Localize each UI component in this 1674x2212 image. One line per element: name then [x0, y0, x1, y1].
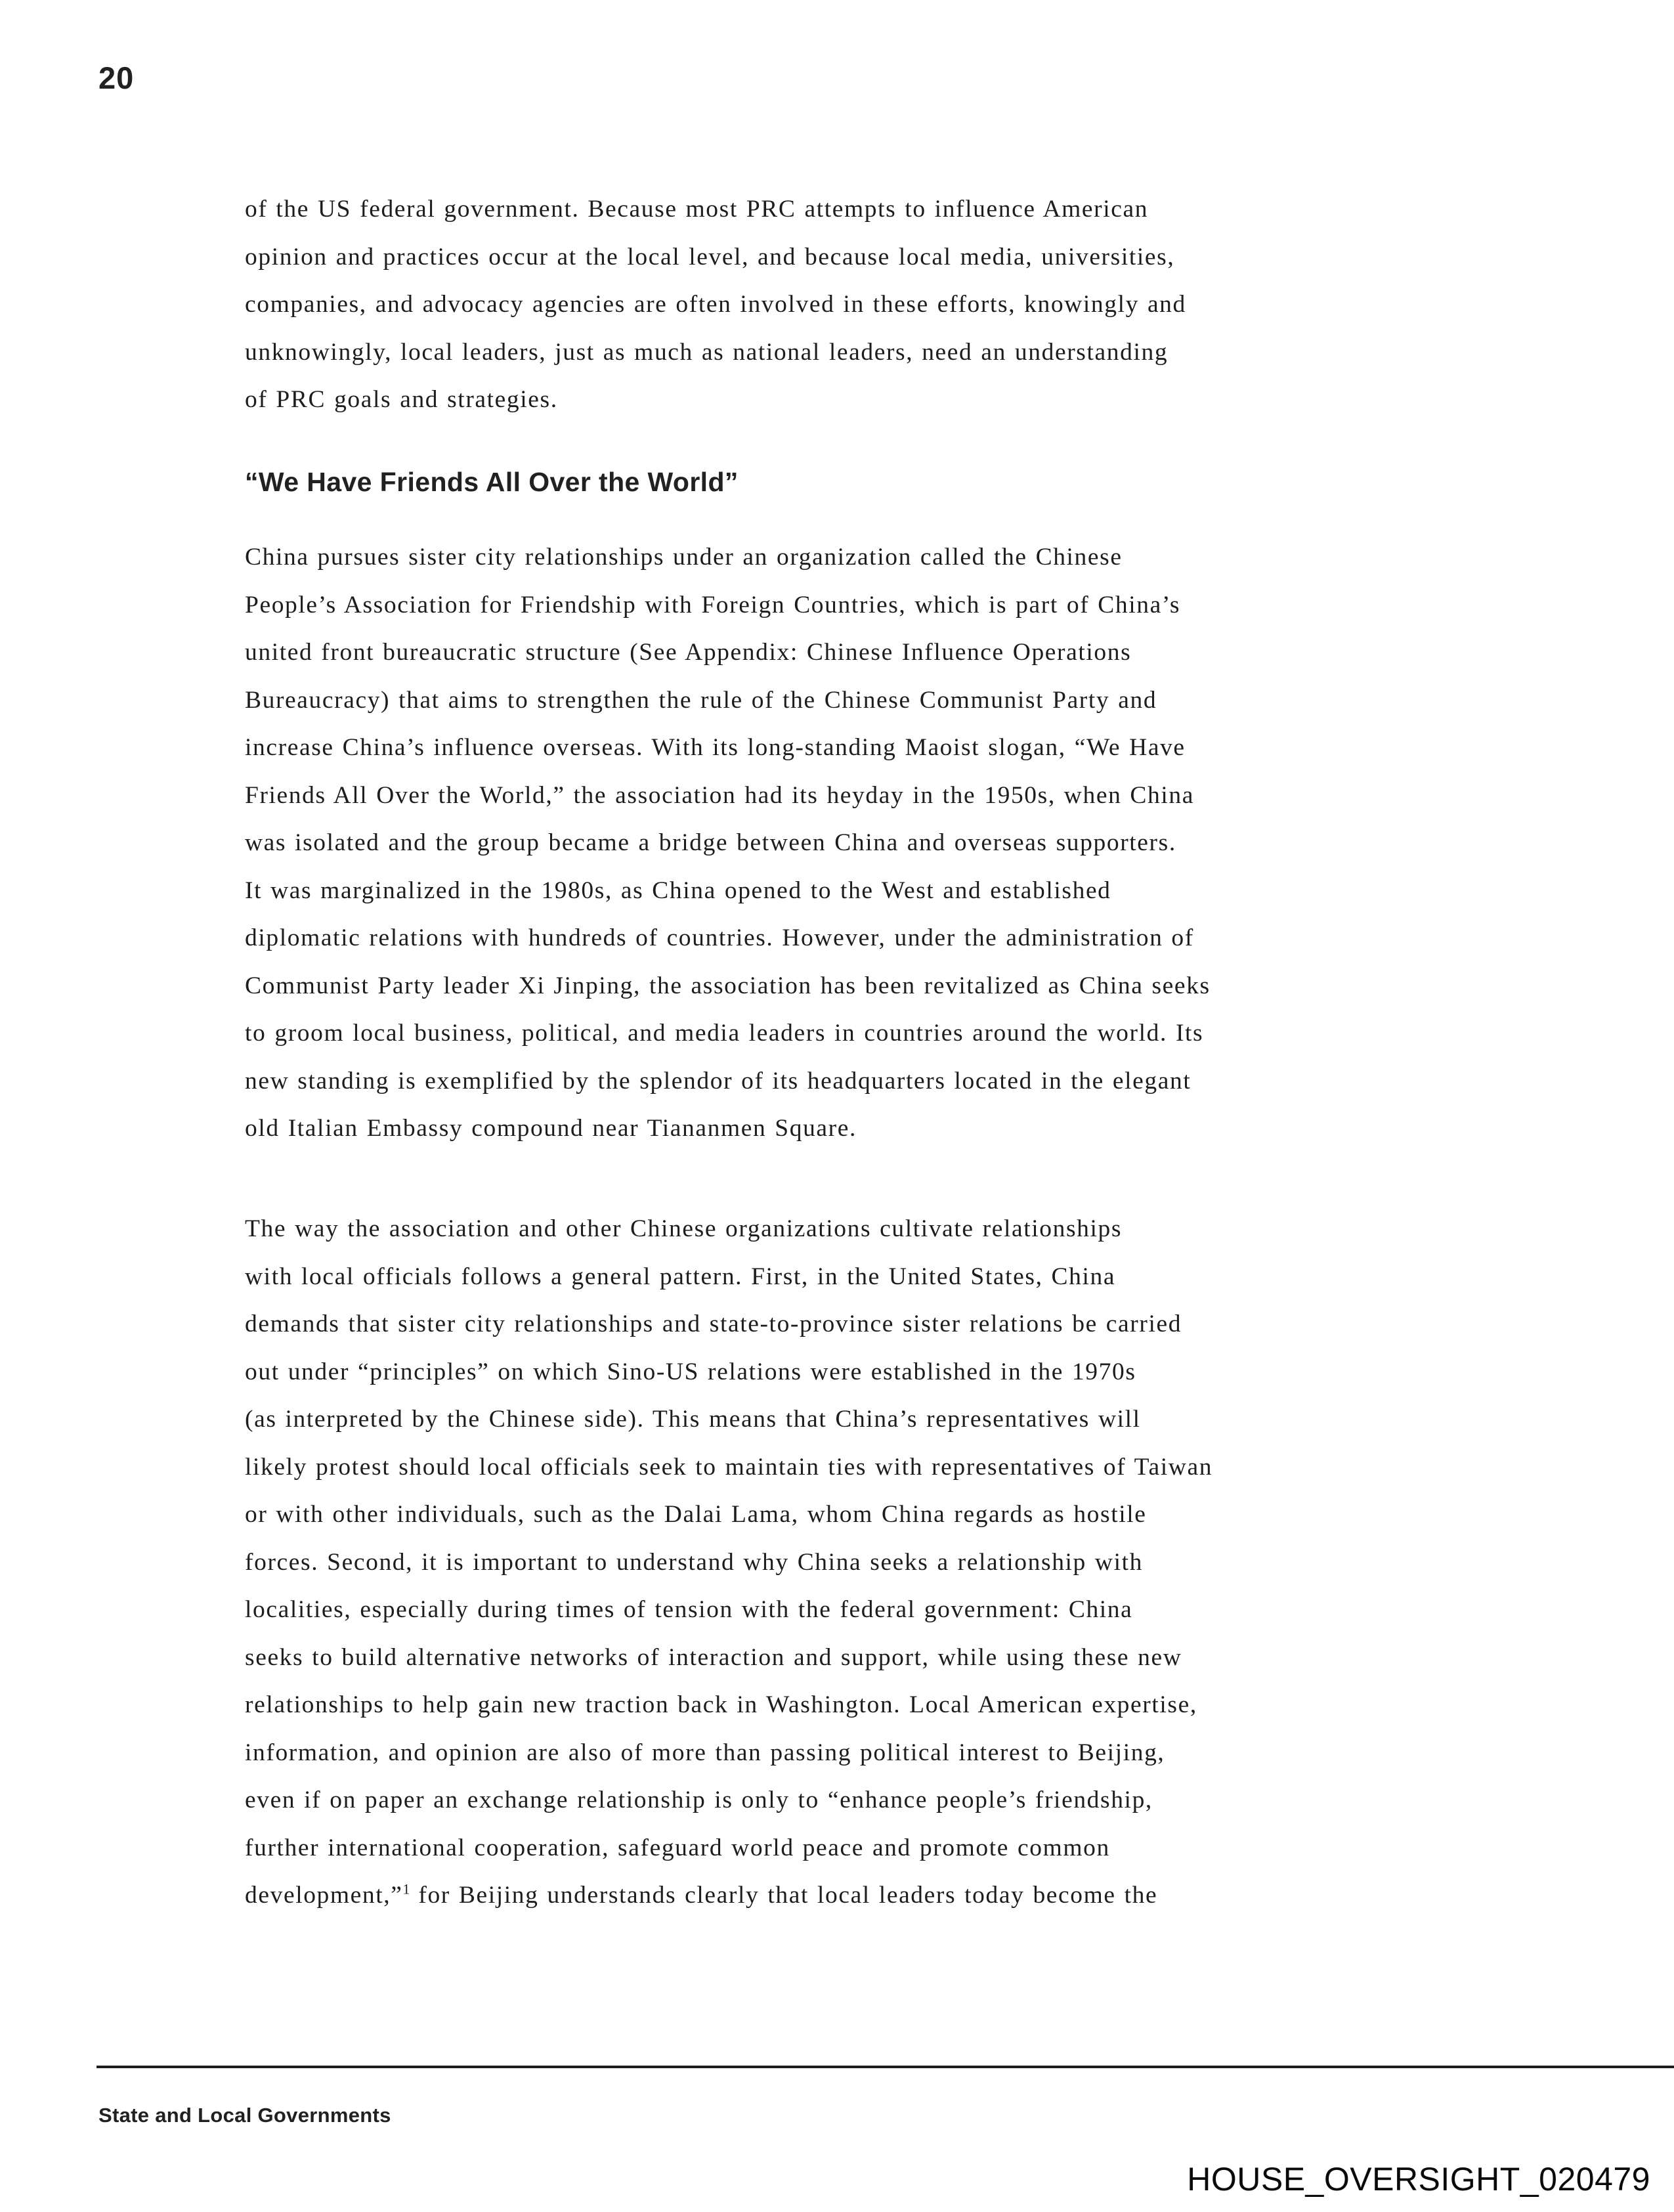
paragraph-cultivation-pattern [245, 1205, 1400, 1920]
footer-section-title: State and Local Governments [98, 2104, 391, 2127]
text-line: united front bureaucratic structure (See Appendix: Chinese Influence Operations [245, 639, 1132, 666]
text-line: to groom local business, political, and media leaders in countries around the world. Its [245, 1020, 1204, 1047]
text-line: (as interpreted by the Chinese side). This means that China’s representatives will [245, 1406, 1141, 1433]
text-line: China pursues sister city relationships under an organization called the Chinese [245, 544, 1123, 571]
text-line: demands that sister city relationships and state-to-province sister relations be carried [245, 1311, 1182, 1337]
text-line: even if on paper an exchange relationship is only to “enhance people’s friendship, [245, 1787, 1153, 1813]
text-line: diplomatic relations with hundreds of countries. However, under the administration of [245, 924, 1194, 951]
text-segment: for Beijing understands clearly that local leaders today become the [410, 1882, 1158, 1909]
text-line: unknowingly, local leaders, just as much as national leaders, need an understanding [245, 338, 1169, 366]
text-line: out under “principles” on which Sino-US relations were established in the 1970s [245, 1358, 1136, 1385]
section-heading: “We Have Friends All Over the World” [245, 467, 739, 497]
text-line: with local officials follows a general pattern. First, in the United States, China [245, 1263, 1116, 1290]
text-line [245, 1872, 1400, 1920]
bates-stamp: HOUSE_OVERSIGHT_020479 [1187, 2161, 1650, 2198]
text-line: new standing is exemplified by the splendor of its headquarters located in the elegant [245, 1067, 1191, 1095]
text-line: seeks to build alternative networks of interaction and support, while using these new [245, 1643, 1182, 1671]
text-line: increase China’s influence overseas. With its long-standing Maoist slogan, “We Have [245, 734, 1186, 761]
text-line: old Italian Embassy compound near Tiananmen Square. [245, 1115, 857, 1142]
text-line: It was marginalized in the 1980s, as China opened to the West and established [245, 877, 1111, 904]
text-line: was isolated and the group became a bridge between China and overseas supporters. [245, 829, 1176, 856]
text-line: Friends All Over the World,” the association had its heyday in the 1950s, when China [245, 781, 1194, 809]
text-line: companies, and advocacy agencies are often involved in these efforts, knowingly and [245, 291, 1186, 318]
text-line: information, and opinion are also of more than passing political interest to Beijing, [245, 1739, 1165, 1766]
text-line: Bureaucracy) that aims to strengthen the rule of the Chinese Communist Party and [245, 686, 1157, 714]
footer-divider [97, 2066, 1674, 2068]
text-line: relationships to help gain new traction back in Washington. Local American expertise, [245, 1691, 1197, 1718]
text-line: localities, especially during times of tension with the federal government: China [245, 1596, 1133, 1623]
text-line: of the US federal government. Because most PRC attempts to influence American [245, 196, 1149, 223]
text-line: of PRC goals and strategies. [245, 386, 558, 413]
text-line: forces. Second, it is important to understand why China seeks a relationship with [245, 1548, 1143, 1576]
text-line: People’s Association for Friendship with Foreign Countries, which is part of China’s [245, 591, 1181, 618]
text-line: likely protest should local officials seek to maintain ties with representatives of Taiwan [245, 1453, 1213, 1481]
footnote-marker: 1 [402, 1881, 410, 1898]
page-number: 20 [98, 60, 135, 95]
text-segment: development,” [245, 1882, 403, 1909]
paragraph-intro [245, 186, 1400, 424]
text-line: further international cooperation, safeguard world peace and promote common [245, 1834, 1110, 1861]
text-line: Communist Party leader Xi Jinping, the association has been revitalized as China seeks [245, 972, 1211, 999]
text-line: opinion and practices occur at the local level, and because local media, universities, [245, 243, 1175, 271]
text-line: or with other individuals, such as the Dalai Lama, whom China regards as hostile [245, 1501, 1147, 1528]
text-line: The way the association and other Chinese organizations cultivate relationships [245, 1215, 1123, 1242]
paragraph-friends-association [245, 534, 1400, 1153]
